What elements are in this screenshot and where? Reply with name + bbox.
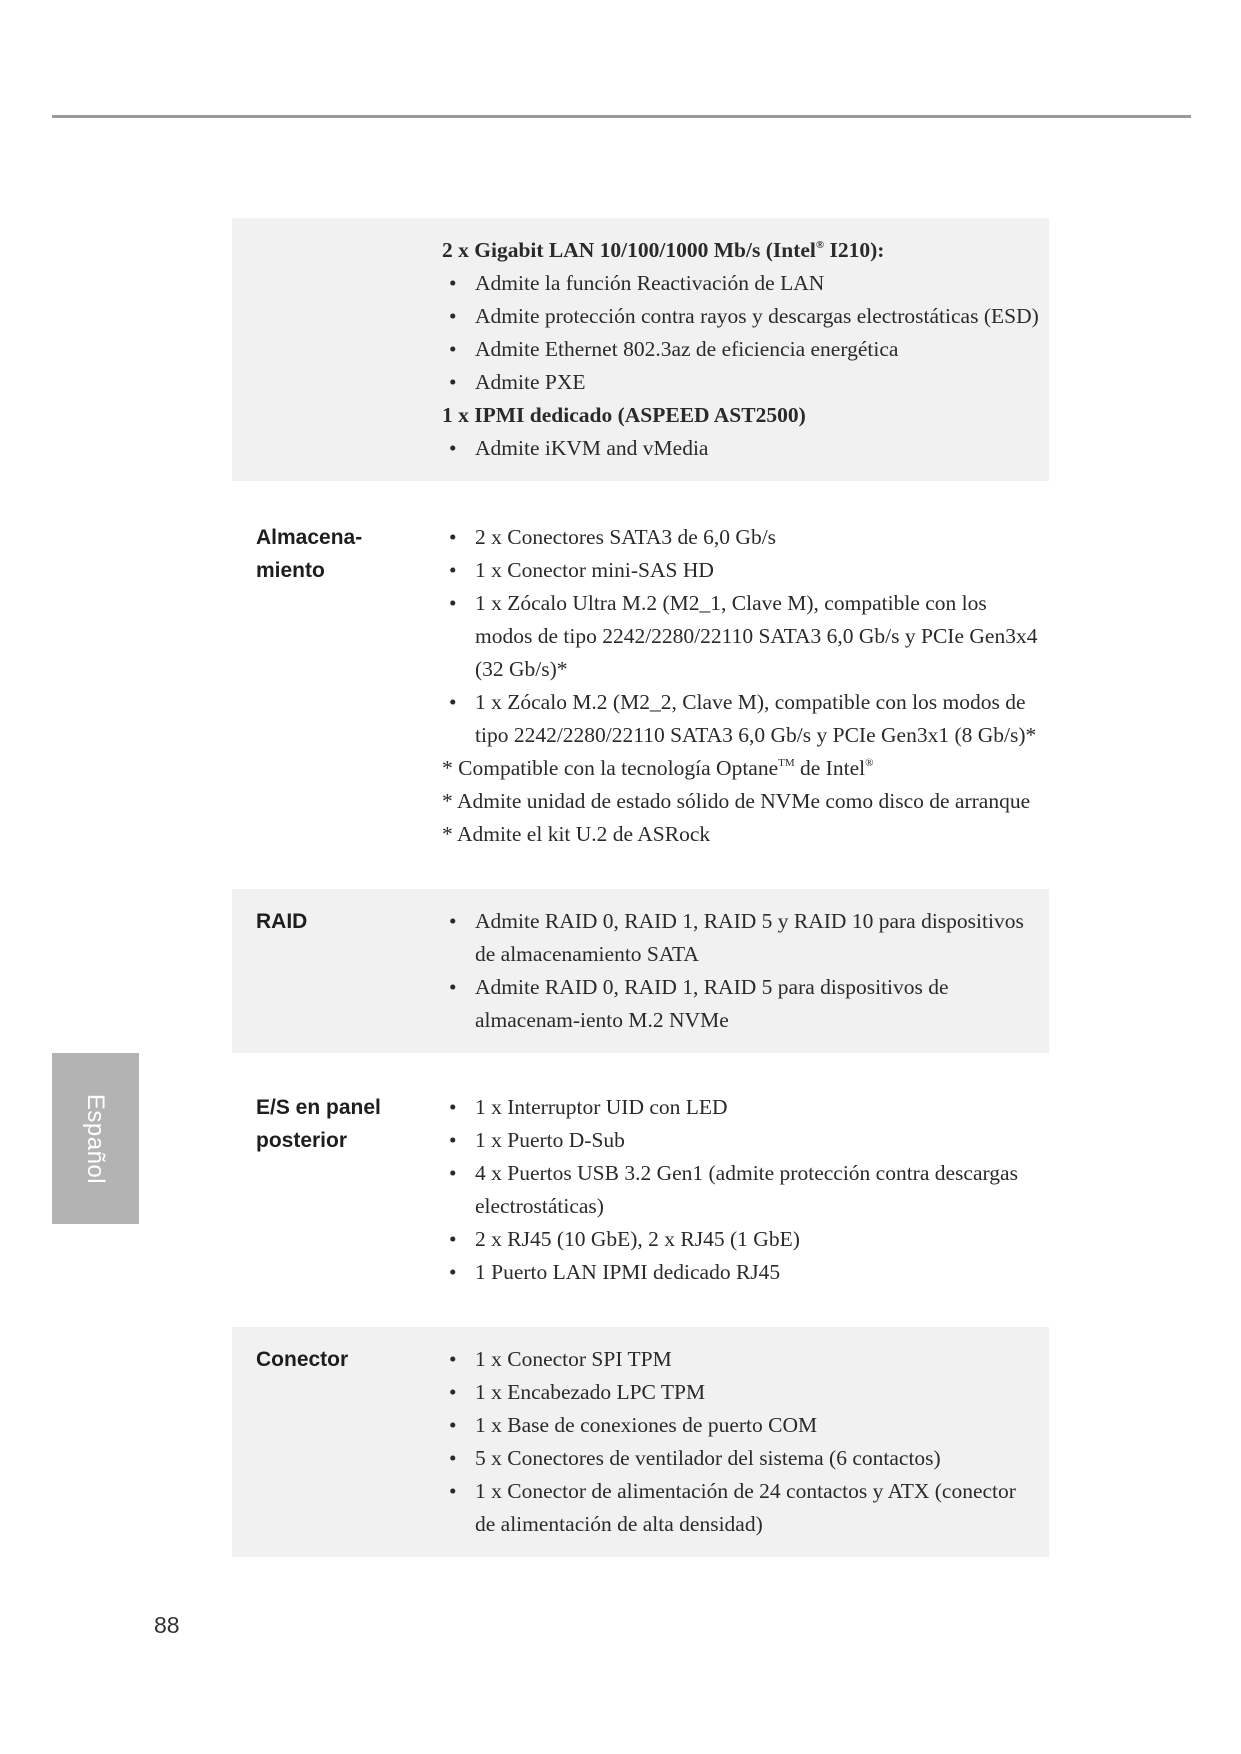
language-side-tab	[52, 1053, 139, 1224]
list-item: • 1 x Encabezado LPC TPM	[442, 1376, 1041, 1409]
header-rule	[52, 115, 1191, 118]
list-item: • 1 x Base de conexiones de puerto COM	[442, 1409, 1041, 1442]
page-number: 88	[154, 1612, 180, 1638]
list-item: • 4 x Puertos USB 3.2 Gen1 (admite protección contra descargas electrostáticas)	[442, 1157, 1041, 1223]
row-label-storage: Almacena- miento	[256, 526, 363, 582]
spec-row-storage	[232, 505, 1049, 867]
row-label-rear-io: E/S en panel posterior	[256, 1096, 381, 1152]
list-item: • Admite RAID 0, RAID 1, RAID 5 y RAID 10 para dispositivos de almacenamiento SATA	[442, 905, 1041, 971]
spec-table	[232, 218, 1049, 1557]
list-item: • 5 x Conectores de ventilador del sistema (6 contactos)	[442, 1442, 1041, 1475]
list-item: • 1 x Zócalo M.2 (M2_2, Clave M), compatible con los modos de tipo 2242/2280/22110 SATA3 6,0 Gb/s y PCIe Gen3x1 (8 Gb/s)*	[442, 686, 1041, 752]
spec-row-lan	[232, 218, 1049, 481]
connector-list	[442, 1343, 1041, 1541]
list-item: • 1 x Interruptor UID con LED	[442, 1091, 1041, 1124]
spec-row-rear-io	[232, 1075, 1049, 1305]
row-label-lan	[232, 234, 442, 465]
language-tab-label: Español	[82, 1093, 110, 1184]
storage-note-nvme: * Admite unidad de estado sólido de NVMe como disco de arranque	[442, 789, 1031, 813]
list-item: • Admite protección contra rayos y descargas electrostáticas (ESD)	[442, 300, 1041, 333]
row-body-rear-io	[442, 1091, 1049, 1289]
list-item: • Admite la función Reactivación de LAN	[442, 267, 1041, 300]
list-item: • 1 x Zócalo Ultra M.2 (M2_1, Clave M), compatible con los modos de tipo 2242/2280/22110 SATA3 6,0 Gb/s y PCIe Gen3x4 (32 Gb/s)*	[442, 587, 1041, 686]
row-body-connector	[442, 1343, 1049, 1541]
row-body-lan	[442, 234, 1049, 465]
list-item: • 1 Puerto LAN IPMI dedicado RJ45	[442, 1256, 1041, 1289]
list-item: • Admite iKVM and vMedia	[442, 432, 1041, 465]
list-item: • 1 x Conector SPI TPM	[442, 1343, 1041, 1376]
list-item: • 1 x Conector mini-SAS HD	[442, 554, 1041, 587]
storage-list	[442, 521, 1041, 752]
storage-note-u2: * Admite el kit U.2 de ASRock	[442, 822, 711, 846]
ipmi-header: 1 x IPMI dedicado (ASPEED AST2500)	[442, 403, 806, 427]
list-item: • 2 x Conectores SATA3 de 6,0 Gb/s	[442, 521, 1041, 554]
ipmi-feature-list	[442, 432, 1041, 465]
row-label-raid: RAID	[256, 910, 308, 933]
row-label-connector: Conector	[256, 1348, 349, 1371]
raid-list	[442, 905, 1041, 1037]
list-item: • Admite PXE	[442, 366, 1041, 399]
list-item: • 1 x Conector de alimentación de 24 contactos y ATX (conector de alimentación de alta densidad)	[442, 1475, 1041, 1541]
row-body-raid	[442, 905, 1049, 1037]
lan-header: 2 x Gigabit LAN 10/100/1000 Mb/s (Intel® I210):	[442, 238, 885, 262]
rear-io-list	[442, 1091, 1041, 1289]
spec-row-connector	[232, 1327, 1049, 1557]
row-body-storage	[442, 521, 1049, 851]
list-item: • 1 x Puerto D-Sub	[442, 1124, 1041, 1157]
list-item: • Admite Ethernet 802.3az de eficiencia energética	[442, 333, 1041, 366]
lan-feature-list	[442, 267, 1041, 399]
spec-row-raid	[232, 889, 1049, 1053]
list-item: • 2 x RJ45 (10 GbE), 2 x RJ45 (1 GbE)	[442, 1223, 1041, 1256]
list-item: • Admite RAID 0, RAID 1, RAID 5 para dispositivos de almacenam-iento M.2 NVMe	[442, 971, 1041, 1037]
storage-note-optane: * Compatible con la tecnología Optane™ de Intel®	[442, 756, 874, 780]
